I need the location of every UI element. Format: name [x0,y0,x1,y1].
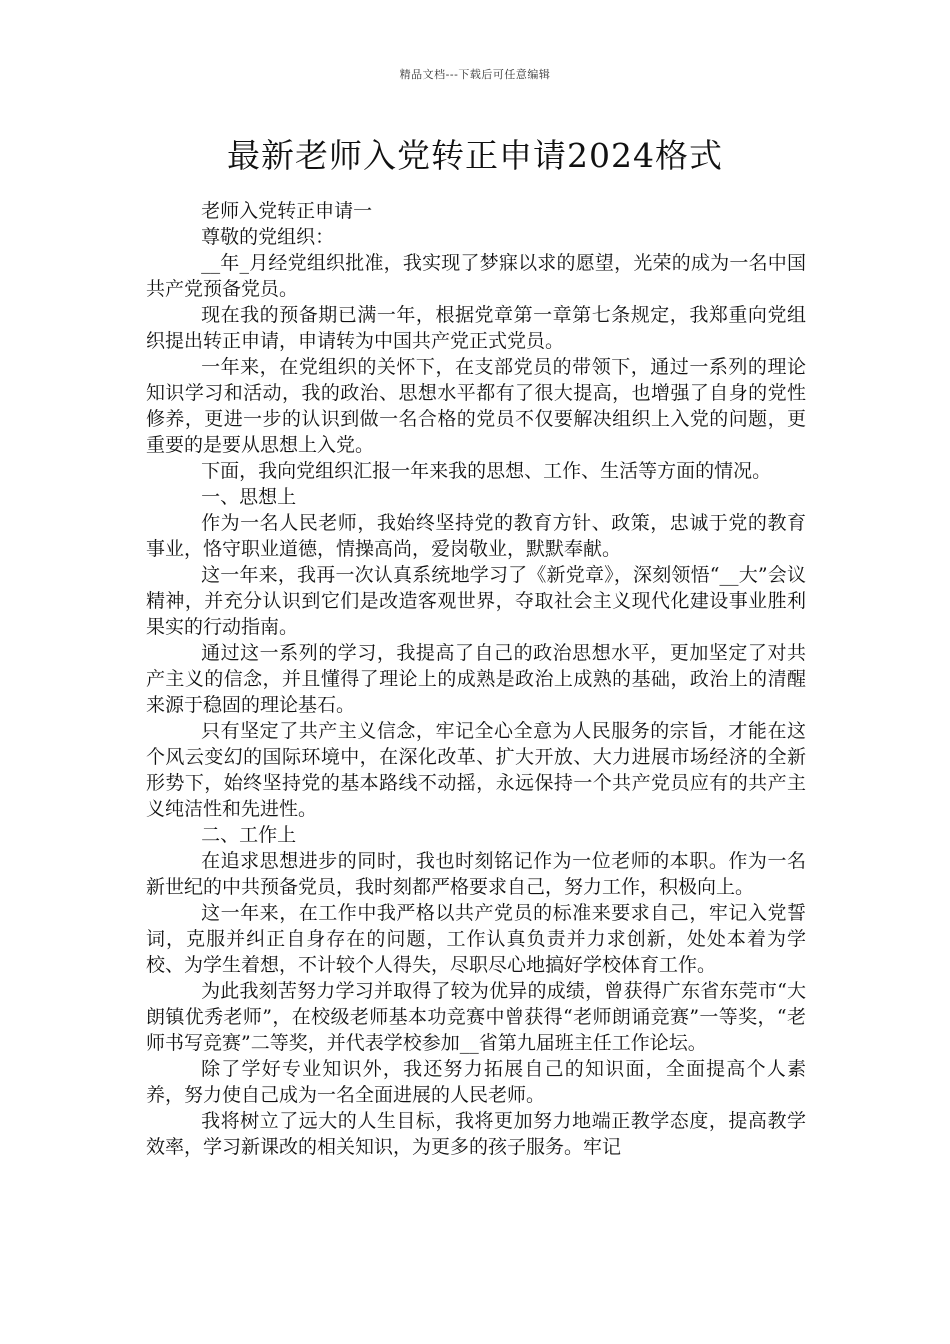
paragraph: 作为一名人民老师，我始终坚持党的教育方针、政策，忠诚于党的教育事业，恪守职业道德，情操高尚，爱岗敬业，默默奉献。 [146,512,806,560]
paragraph: 通过这一系列的学习，我提高了自己的政治思想水平，更加坚定了对共产主义的信念，并且懂得了理论上的成熟是政治上成熟的基础，政治上的清醒来源于稳固的理论基石。 [146,642,806,716]
paragraph: 我将树立了远大的人生目标，我将更加努力地端正教学态度，提高教学效率，学习新课改的相关知识，为更多的孩子服务。牢记 [146,1110,806,1158]
paragraph: 这一年来，我再一次认真系统地学习了《新党章》，深刻领悟“__大”会议精神，并充分认识到它们是改造客观世界，夺取社会主义现代化建设事业胜利果实的行动指南。 [146,564,806,638]
section-heading: 一、思想上 [201,486,297,508]
paragraph: 下面，我向党组织汇报一年来我的思想、工作、生活等方面的情况。 [201,460,772,482]
paragraph: __年_月经党组织批准，我实现了梦寐以求的愿望，光荣的成为一名中国共产党预备党员。 [146,252,806,300]
paragraph: 只有坚定了共产主义信念，牢记全心全意为人民服务的宗旨，才能在这个风云变幻的国际环境中，在深化改革、扩大开放、大力进展市场经济的全新形势下，始终坚持党的基本路线不动摇，永远保持一个共产党员应有的共产主义纯洁性和先进性。 [146,720,806,820]
paragraph: 除了学好专业知识外，我还努力拓展自己的知识面，全面提高个人素养，努力使自己成为一名全面进展的人民老师。 [146,1058,806,1106]
document-title: 最新老师入党转正申请2024格式 [227,136,723,175]
paragraph: 尊敬的党组织： [201,226,335,248]
header-note: 精品文档---下载后可任意编辑 [399,68,551,81]
paragraph: 在追求思想进步的同时，我也时刻铭记作为一位老师的本职。作为一名新世纪的中共预备党员，我时刻都严格要求自己，努力工作，积极向上。 [146,850,806,898]
paragraph: 一年来，在党组织的关怀下，在支部党员的带领下，通过一系列的理论知识学习和活动，我的政治、思想水平都有了很大提高，也增强了自身的党性修养，更进一步的认识到做一名合格的党员不仅要解决组织上入党的问题，更重要的是要从思想上入党。 [146,356,806,456]
paragraph: 为此我刻苦努力学习并取得了较为优异的成绩，曾获得广东省东莞市“大朗镇优秀老师”，在校级老师基本功竞赛中曾获得“老师朗诵竞赛”一等奖，“老师书写竞赛”二等奖，并代表学校参加__省第九届班主任工作论坛。 [146,980,806,1054]
paragraph: 现在我的预备期已满一年，根据党章第一章第七条规定，我郑重向党组织提出转正申请，申请转为中国共产党正式党员。 [146,304,806,352]
section-heading: 二、工作上 [201,824,297,846]
paragraph: 老师入党转正申请一 [201,200,373,222]
paragraph: 这一年来，在工作中我严格以共产党员的标准来要求自己，牢记入党誓词，克服并纠正自身存在的问题，工作认真负责并力求创新，处处本着为学校、为学生着想，不计较个人得失，尽职尽心地搞好学校体育工作。 [146,902,806,976]
document-body [146,198,806,1160]
